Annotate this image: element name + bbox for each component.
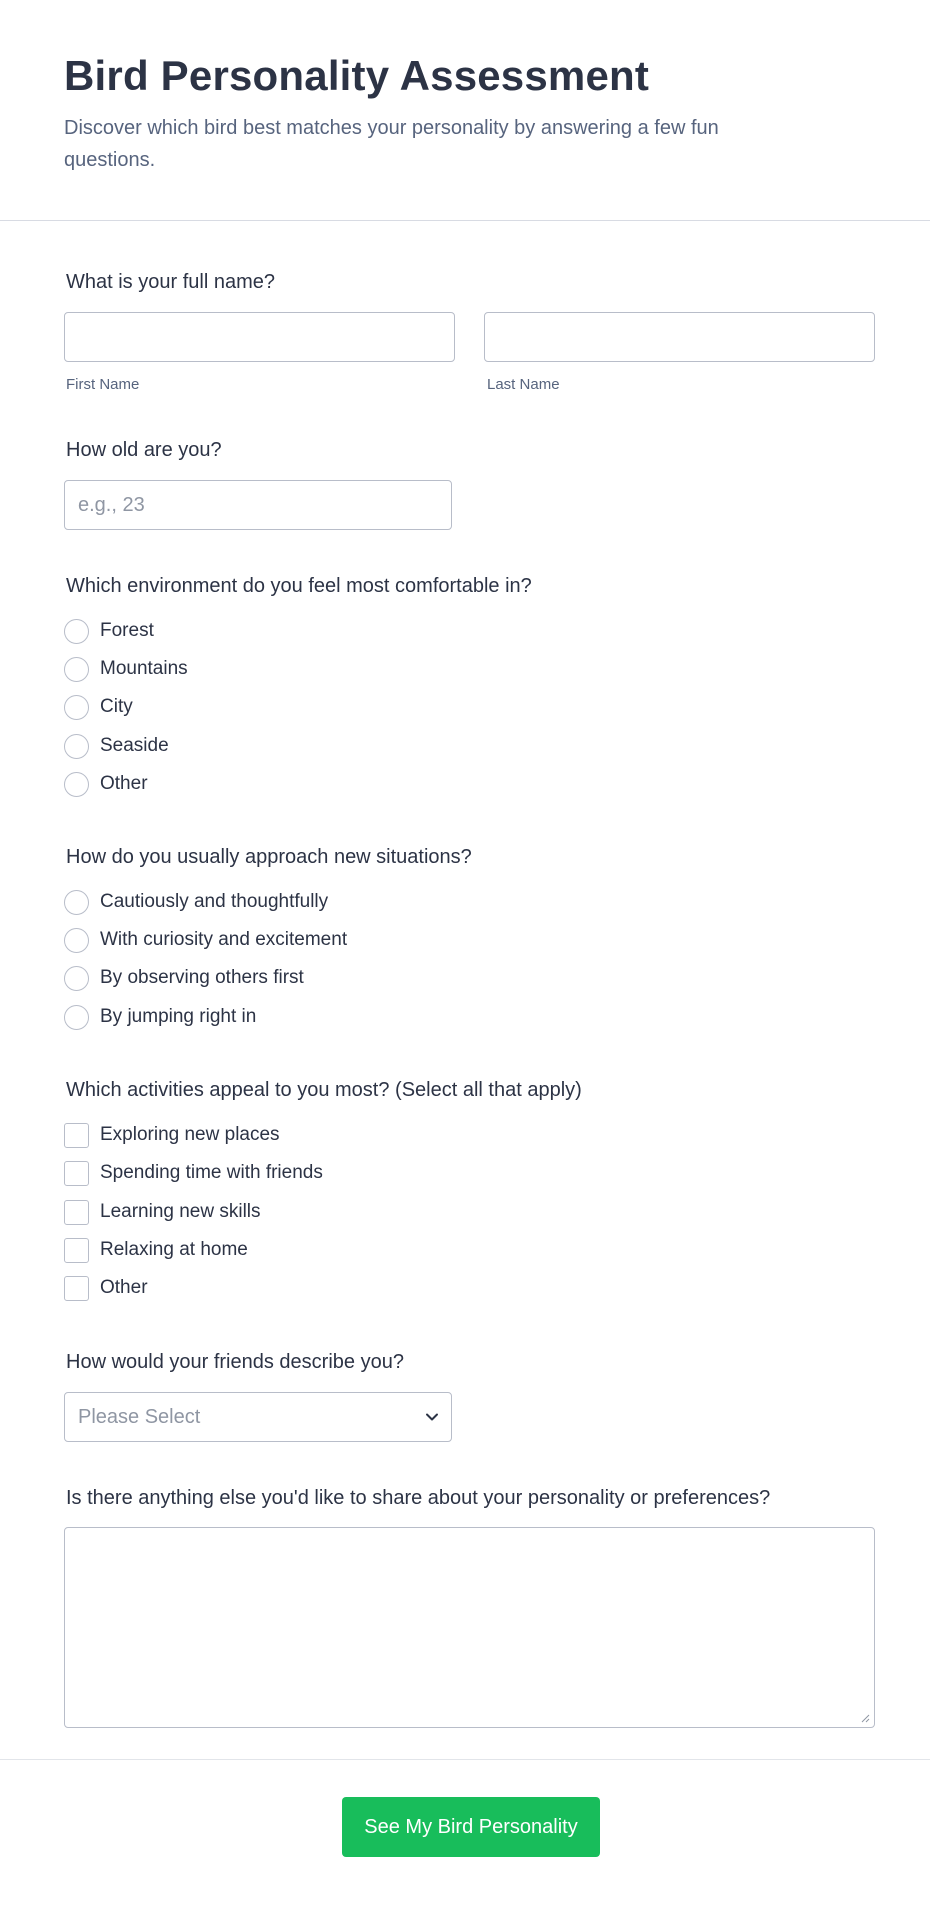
last-name-sublabel: Last Name (487, 376, 560, 393)
checkbox[interactable] (64, 1276, 89, 1301)
option-label: Learning new skills (100, 1201, 261, 1222)
environment-option-other[interactable] (64, 771, 148, 797)
page-title: Bird Personality Assessment (64, 52, 650, 99)
submit-button[interactable]: See My Bird Personality (342, 1797, 600, 1857)
approach-option-cautiously[interactable] (64, 889, 328, 915)
checkbox[interactable] (64, 1161, 89, 1186)
share-textarea[interactable] (64, 1527, 875, 1728)
option-label: Spending time with friends (100, 1162, 323, 1183)
radio-button[interactable] (64, 657, 89, 682)
option-label: Exploring new places (100, 1124, 280, 1145)
option-label: With curiosity and excitement (100, 929, 348, 950)
friends-question-label: How would your friends describe you? (66, 1351, 404, 1373)
radio-button[interactable] (64, 695, 89, 720)
checkbox[interactable] (64, 1200, 89, 1225)
environment-option-seaside[interactable] (64, 733, 169, 759)
option-label: Relaxing at home (100, 1239, 248, 1260)
radio-button[interactable] (64, 772, 89, 797)
activity-option-exploring[interactable] (64, 1122, 280, 1148)
environment-option-forest[interactable] (64, 618, 154, 644)
form-body (0, 221, 930, 1761)
chevron-down-icon (425, 1410, 439, 1424)
activity-option-learning[interactable] (64, 1199, 261, 1225)
option-label: By jumping right in (100, 1006, 257, 1027)
approach-option-curiosity[interactable] (64, 927, 347, 953)
name-question-label: What is your full name? (66, 271, 275, 293)
first-name-sublabel: First Name (66, 376, 140, 393)
environment-option-city[interactable] (64, 694, 133, 720)
select-value: Please Select (78, 1406, 201, 1428)
age-input[interactable] (64, 480, 452, 530)
first-name-input[interactable] (64, 312, 455, 362)
option-label: Seaside (100, 735, 169, 756)
friends-select[interactable] (64, 1392, 452, 1442)
option-label: Other (100, 773, 148, 794)
radio-button[interactable] (64, 619, 89, 644)
resize-grip-icon[interactable] (860, 1713, 870, 1723)
activity-option-other[interactable] (64, 1275, 148, 1301)
radio-button[interactable] (64, 1005, 89, 1030)
option-label: Mountains (100, 658, 188, 679)
option-label: Forest (100, 620, 154, 641)
form-footer (0, 1759, 930, 1906)
radio-button[interactable] (64, 928, 89, 953)
option-label: By observing others first (100, 967, 304, 988)
activities-question-label: Which activities appeal to you most? (Select all that apply) (66, 1079, 582, 1101)
environment-question-label: Which environment do you feel most comfortable in? (66, 575, 532, 597)
radio-button[interactable] (64, 890, 89, 915)
option-label: City (100, 696, 133, 717)
page-subtitle: Discover which bird best matches your personality by answering a few fun questions. (64, 117, 719, 172)
option-label: Cautiously and thoughtfully (100, 891, 329, 912)
radio-button[interactable] (64, 734, 89, 759)
activity-option-friends[interactable] (64, 1160, 323, 1186)
approach-option-jumping[interactable] (64, 1004, 256, 1030)
share-question-label: Is there anything else you'd like to share about your personality or preferences? (66, 1487, 771, 1509)
activity-option-relaxing[interactable] (64, 1237, 248, 1263)
form-header (0, 0, 930, 221)
checkbox[interactable] (64, 1238, 89, 1263)
last-name-input[interactable] (484, 312, 875, 362)
age-placeholder: e.g., 23 (78, 494, 145, 516)
approach-question-label: How do you usually approach new situations? (66, 846, 472, 868)
environment-option-mountains[interactable] (64, 656, 188, 682)
option-label: Other (100, 1277, 148, 1298)
age-question-label: How old are you? (66, 439, 222, 461)
radio-button[interactable] (64, 966, 89, 991)
checkbox[interactable] (64, 1123, 89, 1148)
approach-option-observing[interactable] (64, 965, 304, 991)
